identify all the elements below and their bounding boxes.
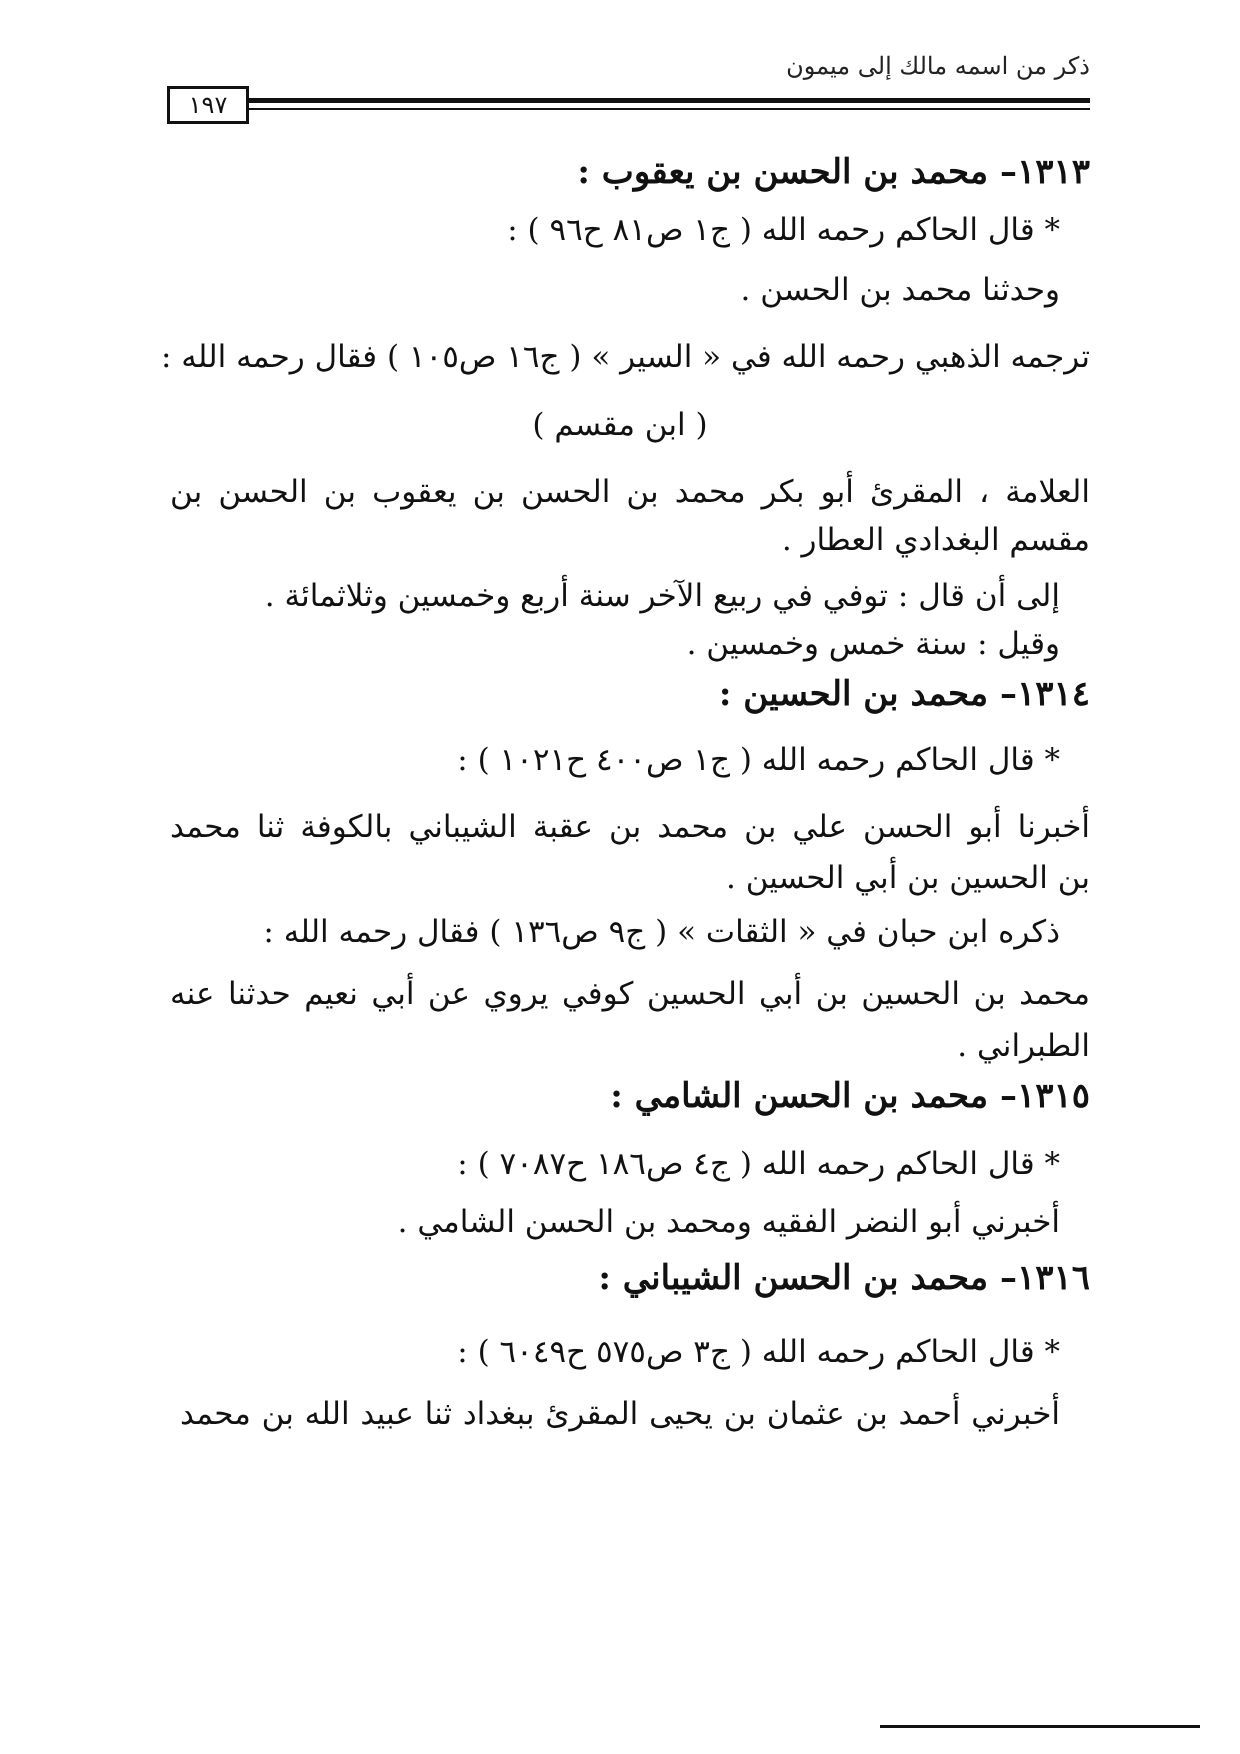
running-title: ذكر من اسمه مالك إلى ميمون — [786, 52, 1090, 80]
text-line: أخبرني أبو النضر الفقيه ومحمد بن الحسن الشامي . — [397, 1204, 1060, 1240]
text-line: إلى أن قال : توفي في ربيع الآخر سنة أربع وخمسين وثلاثمائة . — [264, 578, 1060, 614]
page-number: ١٩٧ — [167, 86, 249, 124]
text-line: وقيل : سنة خمس وخمسين . — [686, 626, 1060, 662]
text-line: * قال الحاكم رحمه الله ( ج١ ص٤٠٠ ح١٠٢١ ) : — [457, 742, 1060, 778]
text-line: * قال الحاكم رحمه الله ( ج٣ ص٥٧٥ ح٦٠٤٩ ) : — [457, 1334, 1060, 1370]
text-line: ترجمه الذهبي رحمه الله في « السير » ( ج١٦ ص١٠٥ ) فقال رحمه الله : — [161, 339, 1090, 375]
header-rule-thick — [249, 98, 1090, 103]
text-line: العلامة ، المقرئ أبو بكر محمد بن الحسن بن يعقوب بن الحسن بن — [170, 474, 1090, 510]
text-line: بن الحسين بن أبي الحسين . — [725, 860, 1090, 896]
text-line: أخبرني أحمد بن عثمان بن يحيى المقرئ ببغداد ثنا عبيد الله بن محمد — [180, 1396, 1060, 1432]
text-line: وحدثنا محمد بن الحسن . — [740, 272, 1060, 308]
entry-heading-1313: ١٣١٣– محمد بن الحسن بن يعقوب : — [577, 152, 1090, 192]
header-rule-thin — [249, 108, 1090, 110]
text-line: مقسم البغدادي العطار . — [781, 522, 1090, 558]
entry-heading-1316: ١٣١٦– محمد بن الحسن الشيباني : — [598, 1258, 1090, 1298]
entry-heading-1315: ١٣١٥– محمد بن الحسن الشامي : — [610, 1076, 1090, 1116]
entry-heading-1314: ١٣١٤– محمد بن الحسين : — [718, 674, 1090, 714]
footer-rule — [880, 1725, 1200, 1728]
text-line: * قال الحاكم رحمه الله ( ج٤ ص١٨٦ ح٧٠٨٧ ) : — [457, 1146, 1060, 1182]
text-line: * قال الحاكم رحمه الله ( ج١ ص٨١ ح٩٦ ) : — [507, 212, 1060, 248]
text-line: محمد بن الحسين بن أبي الحسين كوفي يروي عن أبي نعيم حدثنا عنه — [170, 976, 1090, 1012]
text-line: ذكره ابن حبان في « الثقات » ( ج٩ ص١٣٦ ) فقال رحمه الله : — [263, 914, 1060, 950]
text-line: أخبرنا أبو الحسن علي بن محمد بن عقبة الشيباني بالكوفة ثنا محمد — [170, 809, 1090, 845]
text-line: الطبراني . — [957, 1028, 1090, 1064]
centered-subtitle: ( ابن مقسم ) — [532, 407, 708, 443]
